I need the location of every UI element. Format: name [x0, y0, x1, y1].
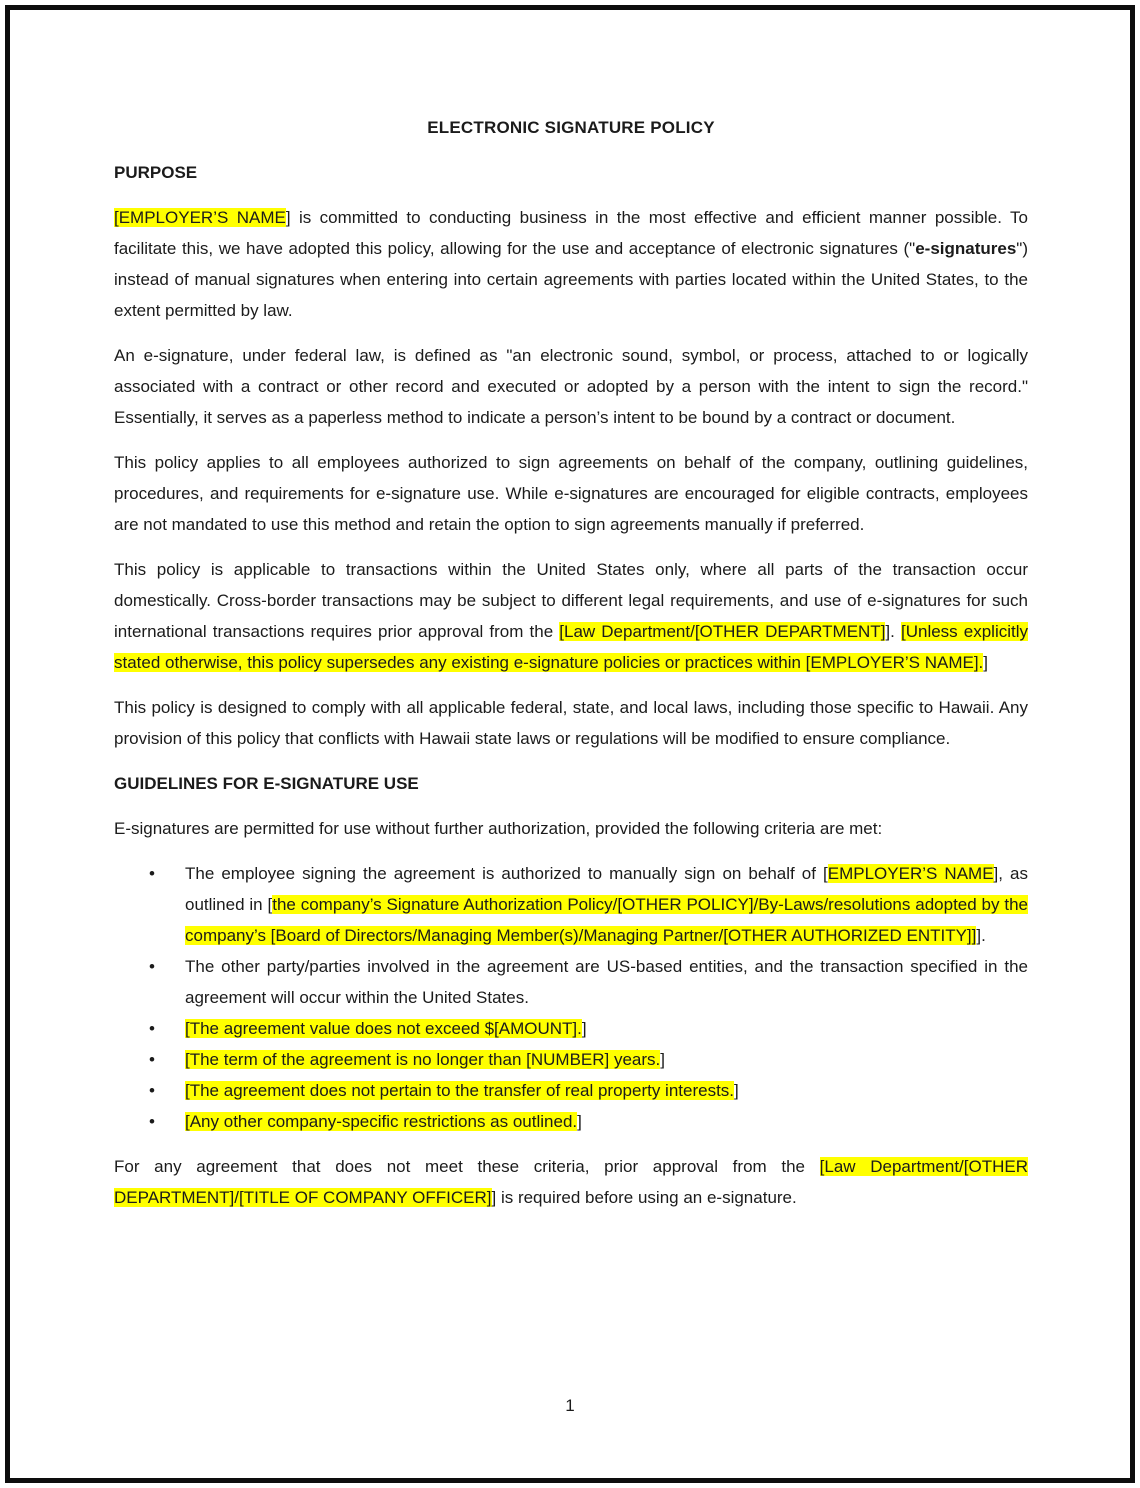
- text-run: ]: [581, 1019, 587, 1038]
- highlighted-placeholder: [The term of the agreement is no longer than [NUMBER] years.: [185, 1050, 661, 1069]
- text-run: ] is committed to conducting business in the most effective and efficient manner possible. To facilitate this, we have adopted this policy, allowing for the use and acceptance of electronic signatures (": [114, 208, 1028, 258]
- bullet-icon: •: [149, 1019, 155, 1038]
- document-body: [114, 157, 1028, 1213]
- list-item: [149, 1044, 1028, 1075]
- list-item: [149, 1106, 1028, 1137]
- text-run: ]: [660, 1050, 666, 1069]
- list-item: [149, 1075, 1028, 1106]
- section-heading: PURPOSE: [114, 163, 198, 182]
- paragraph: [114, 340, 1028, 433]
- bullet-icon: •: [149, 1050, 155, 1069]
- highlighted-placeholder: [Law Department/[OTHER DEPARTMENT]: [559, 622, 886, 641]
- paragraph: [114, 1151, 1028, 1213]
- document-title: ELECTRONIC SIGNATURE POLICY: [427, 118, 715, 137]
- text-run: For any agreement that does not meet these criteria, prior approval from the: [114, 1157, 820, 1176]
- text-run: ]: [577, 1112, 582, 1131]
- paragraph: [114, 447, 1028, 540]
- bullet-icon: •: [149, 957, 155, 976]
- list-item: [149, 1013, 1028, 1044]
- text-run: ].: [885, 622, 901, 641]
- text-run: ") instead of manual signatures when entering into certain agreements with parties located within the United States, to the extent permitted by law.: [114, 239, 1028, 320]
- highlighted-placeholder: [Law Department/[OTHER DEPARTMENT]/[TITLE OF COMPANY OFFICER]: [114, 1157, 1028, 1207]
- bullet-icon: •: [149, 1112, 155, 1131]
- page-number: 1: [565, 1396, 575, 1415]
- list-item: [149, 951, 1028, 1013]
- bullet-list: [114, 858, 1028, 1137]
- text-run: ]: [983, 653, 989, 672]
- highlighted-placeholder: the company’s Signature Authorization Policy/[OTHER POLICY]/By-Laws/resolutions adopted by the company’s [Board of Directors/Managing Member(s)/Managing Partner/[OTHER AUTHORIZED ENTITY]]: [185, 895, 1029, 945]
- highlighted-placeholder: [The agreement value does not exceed $[AMOUNT].: [185, 1019, 582, 1038]
- text-run: ].: [976, 926, 986, 945]
- text-run: This policy applies to all employees authorized to sign agreements on behalf of the company, outlining guidelines, procedures, and requirements for e-signature use. While e-signatures are encouraged for eligible contracts, employees are not mandated to use this method and retain the option to sign agreements manually if preferred.: [114, 453, 1028, 534]
- text-run: The other party/parties involved in the agreement are US-based entities, and the transaction specified in the agreement will occur within the United States.: [185, 957, 1028, 1007]
- paragraph: [114, 692, 1028, 754]
- highlighted-placeholder: EMPLOYER’S NAME: [827, 864, 994, 883]
- paragraph: [114, 202, 1028, 326]
- highlighted-placeholder: [Unless explicitly stated otherwise, this policy supersedes any existing e-signature policies or practices within [EMPLOYER’S NAME].: [114, 622, 1029, 672]
- document-content: [114, 112, 1028, 1227]
- text-run: This policy is applicable to transactions within the United States only, where all parts of the transaction occur domestically. Cross-border transactions may be subject to different legal requirements, and use of e-signatures for such international transactions requires prior approval from the: [114, 560, 1028, 641]
- section-heading: GUIDELINES FOR E-SIGNATURE USE: [114, 774, 419, 793]
- text-run: An e-signature, under federal law, is defined as "an electronic sound, symbol, or process, attached to or logically associated with a contract or other record and executed or adopted by a person with the intent to sign the record." Essentially, it serves as a paperless method to indicate a person’s intent to be bound by a contract or document.: [114, 346, 1028, 427]
- bold-text-run: e-signatures: [915, 239, 1017, 258]
- document-page: [5, 5, 1135, 1483]
- text-run: ]: [734, 1081, 739, 1100]
- text-run: This policy is designed to comply with all applicable federal, state, and local laws, including those specific to Hawaii. Any provision of this policy that conflicts with Hawaii state laws or regulations will be modified to ensure compliance.: [114, 698, 1028, 748]
- text-run: The employee signing the agreement is authorized to manually sign on behalf of [: [185, 864, 828, 883]
- text-run: E-signatures are permitted for use without further authorization, provided the following criteria are met:: [114, 819, 883, 838]
- paragraph: [114, 813, 1028, 844]
- text-run: ] is required before using an e-signature.: [491, 1188, 797, 1207]
- bullet-icon: •: [149, 864, 155, 883]
- list-item: [149, 858, 1029, 951]
- paragraph: [114, 554, 1028, 678]
- highlighted-placeholder: [EMPLOYER’S NAME: [114, 208, 286, 227]
- text-run: ], as outlined in [: [185, 864, 1028, 914]
- highlighted-placeholder: [Any other company-specific restrictions as outlined.: [185, 1112, 578, 1131]
- bullet-icon: •: [149, 1081, 155, 1100]
- highlighted-placeholder: [The agreement does not pertain to the transfer of real property interests.: [185, 1081, 735, 1100]
